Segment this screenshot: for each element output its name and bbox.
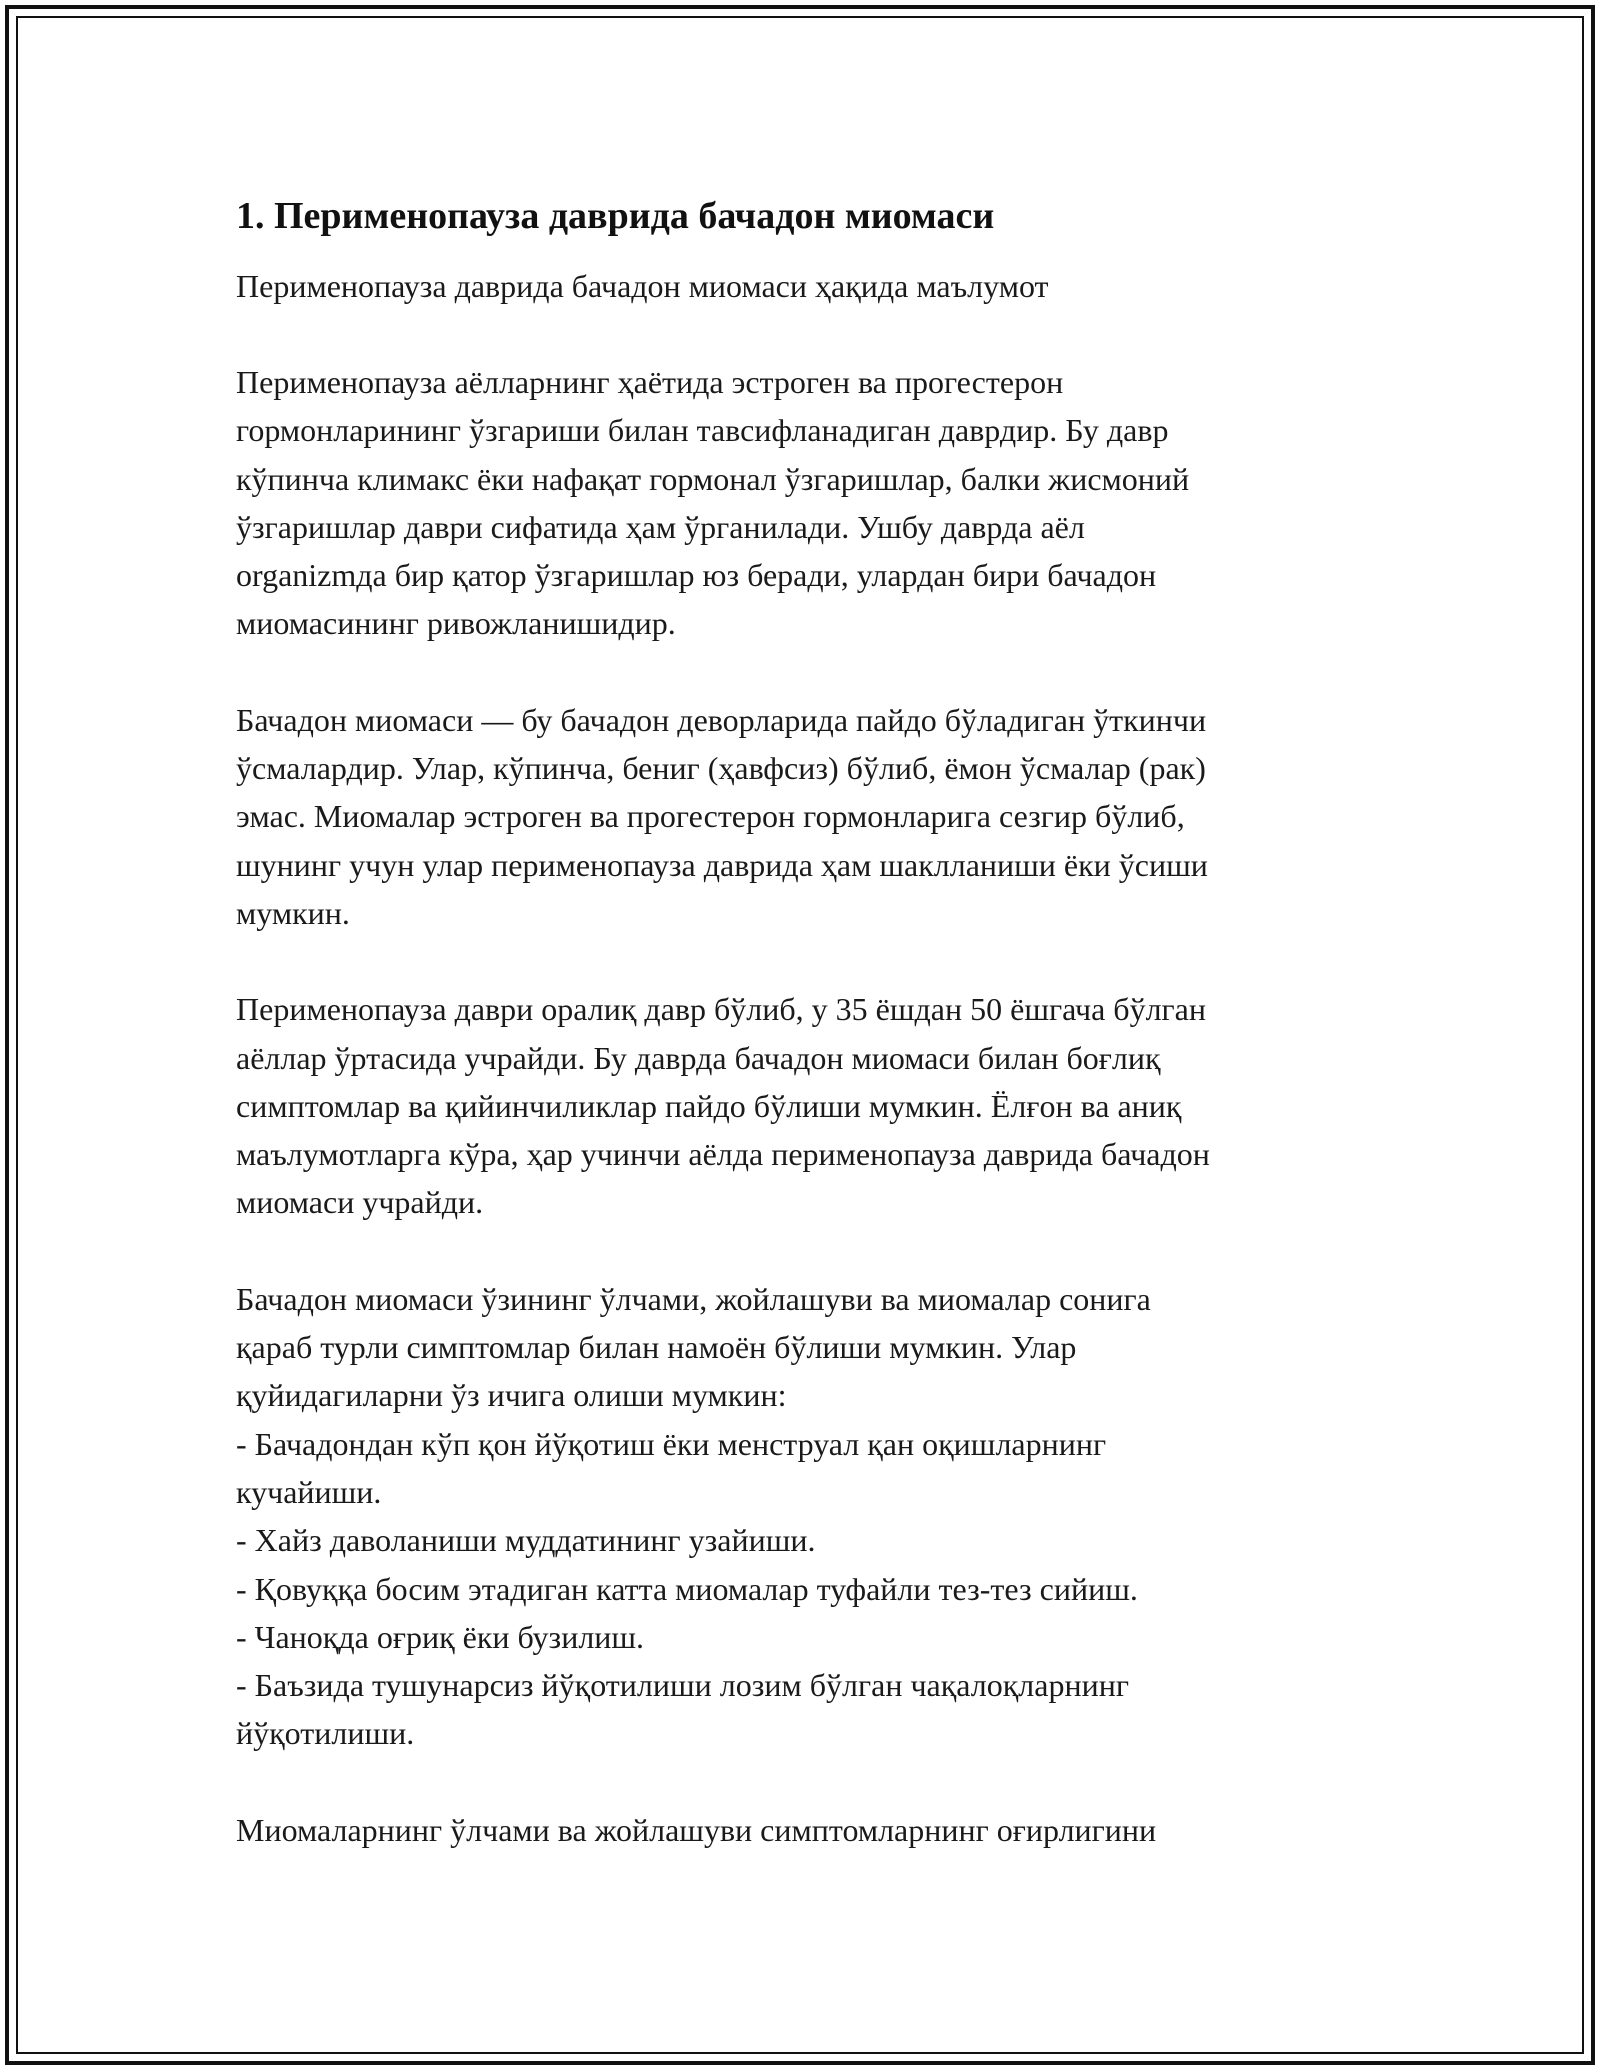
text-line: гормонларининг ўзгариши билан тавсифланадиган даврдир. Бу давр [236,412,1169,449]
text-line: маълумотларга кўра, ҳар учинчи аёлда перименопауза даврида бачадон [236,1136,1210,1173]
text-line: аёллар ўртасида учрайди. Бу даврда бачадон миомаси билан боғлиқ [236,1039,1161,1076]
text-line: Миомаларнинг ўлчами ва жойлашуви симптомларнинг оғирлигини [236,1811,1157,1848]
text-line: ўсмалардир. Улар, кўпинча, бениг (ҳавфсиз) бўлиб, ёмон ўсмалар (рак) [236,750,1206,787]
document-title: 1. Перименопауза даврида бачадон миомаси [236,195,995,237]
list-item: - Хайз даволаниши муддатининг узайиши. [236,1522,816,1559]
paragraph-2 [236,696,1366,937]
text-line: симптомлар ва қийинчиликлар пайдо бўлиши мумкин. Ёлғон ва аниқ [236,1087,1182,1124]
text-line: эмас. Миомалар эстроген ва прогестерон гормонларига сезгир бўлиб, [236,798,1185,835]
list-item: - Чаноқда оғриқ ёки бузилиш. [236,1618,645,1655]
document-body [236,190,1366,1854]
text-line: ўзгаришлар даври сифатида ҳам ўрганилади. Ушбу даврда аёл [236,508,1085,545]
paragraph-1 [236,358,1366,648]
list-item-continuation: кучайиши. [236,1473,382,1510]
text-line: кўпинча климакс ёки нафақат гормонал ўзгаришлар, балки жисмоний [236,460,1190,497]
paragraph-4 [236,1275,1366,1758]
text-line: Перименопауза даври оралиқ давр бўлиб, у 35 ёшдан 50 ёшгача бўлган [236,991,1206,1028]
paragraph-5 [236,1806,1366,1854]
list-item: - Бачадондан кўп қон йўқотиш ёки менструал қан оқишларнинг [236,1425,1107,1462]
list-item-continuation: йўқотилиши. [236,1715,415,1752]
text-line: мумкин. [236,894,350,931]
text-line: Бачадон миомаси ўзининг ўлчами, жойлашуви ва миомалар сонига [236,1280,1151,1317]
document-subtitle: Перименопауза даврида бачадон миомаси ҳақида маълумот [236,268,1049,304]
text-line: Перименопауза аёлларнинг ҳаётида эстроген ва прогестерон [236,364,1064,400]
text-line: қуйидагиларни ўз ичига олиши мумкин: [236,1377,787,1414]
text-line: миомаси учрайди. [236,1184,484,1221]
paragraph-3 [236,985,1366,1226]
text-line: миомасининг ривожланишидир. [236,605,676,642]
text-line: қараб турли симптомлар билан намоён бўлиши мумкин. Улар [236,1329,1077,1366]
text-line: шунинг учун улар перименопауза даврида ҳам шаклланиши ёки ўсиши [236,846,1208,883]
text-line: Бачадон миомаси — бу бачадон деворларида пайдо бўладиган ўткинчи [236,701,1207,738]
list-item: - Қовуққа босим этадиган катта миомалар туфайли тез-тез сийиш. [236,1570,1138,1607]
list-item: - Баъзида тушунарсиз йўқотилиши лозим бўлган чақалоқларнинг [236,1667,1129,1704]
text-line: organizmда бир қатор ўзгаришлар юз беради, улардан бири бачадон [236,557,1157,594]
